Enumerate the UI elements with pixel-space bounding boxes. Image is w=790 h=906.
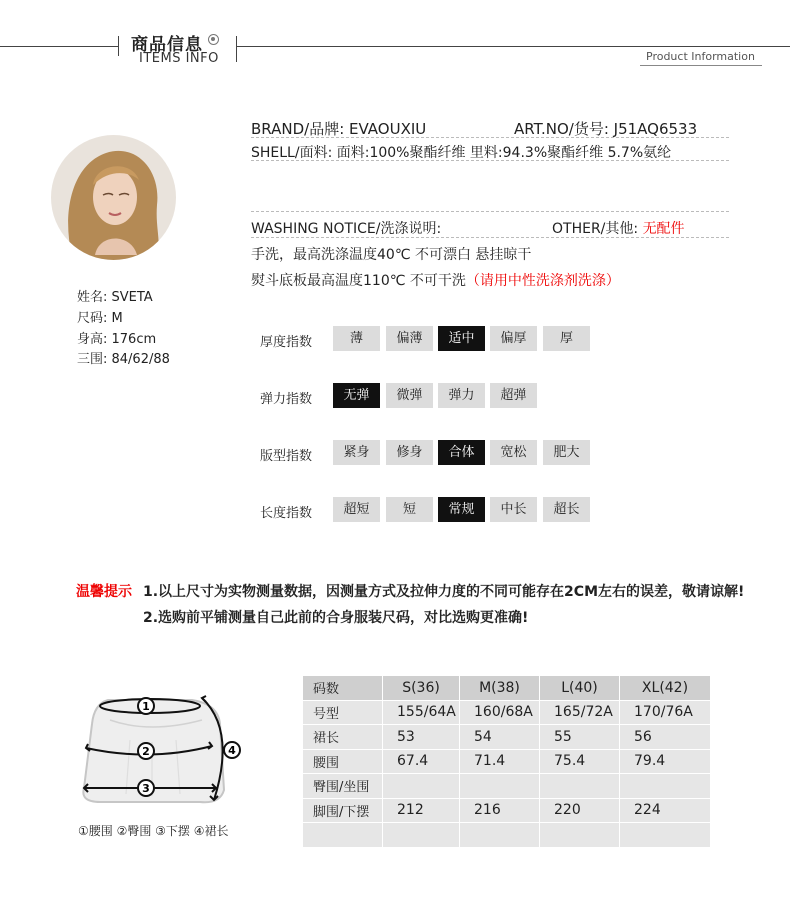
table-cell: 220 [540, 798, 620, 823]
svg-text:1: 1 [142, 700, 150, 713]
table-row [303, 725, 711, 750]
table-cell: 54 [460, 725, 540, 750]
index-option: 紧身 [333, 440, 380, 465]
table-cell [540, 823, 620, 848]
table-cell: 155/64A [383, 700, 460, 725]
row-label: 臀围/坐围 [303, 774, 383, 799]
table-cell: 56 [620, 725, 711, 750]
other-value: 无配件 [642, 221, 685, 237]
table-row [303, 798, 711, 823]
table-cell [460, 823, 540, 848]
brand-text: BRAND/品牌: EVAOUXIU [251, 120, 427, 138]
header-rule-left [0, 46, 118, 47]
wash-instruction-2-note: （请用中性洗涤剂洗涤） [465, 273, 620, 289]
divider [251, 137, 729, 138]
divider [251, 237, 729, 238]
index-label: 长度指数 [259, 506, 312, 521]
svg-text:4: 4 [228, 744, 236, 757]
table-cell: 212 [383, 798, 460, 823]
tips-label: 温馨提示 [76, 584, 132, 600]
index-option: 超长 [543, 497, 590, 522]
index-label: 厚度指数 [259, 335, 312, 350]
washing-notice-title: WASHING NOTICE/洗涤说明: [251, 221, 442, 237]
index-option: 微弹 [386, 383, 433, 408]
table-header-row [303, 676, 711, 701]
header-rule-right [236, 46, 790, 47]
table-cell: 216 [460, 798, 540, 823]
table-cell: 170/76A [620, 700, 711, 725]
marker-2 [138, 743, 154, 759]
index-option: 短 [386, 497, 433, 522]
section-subtitle: ITEMS INFO [139, 51, 219, 66]
table-cell: XL(42) [620, 676, 711, 701]
table-cell: 79.4 [620, 749, 711, 774]
index-option: 中长 [490, 497, 537, 522]
other-text [552, 218, 685, 238]
table-row [303, 700, 711, 725]
svg-text:3: 3 [142, 782, 150, 795]
row-label [303, 823, 383, 848]
header-bracket-right [236, 36, 237, 62]
table-row [303, 774, 711, 799]
table-cell: L(40) [540, 676, 620, 701]
diagram-legend: ①腰围 ②臀围 ③下摆 ④裙长 [78, 824, 229, 838]
model-measurements: 三围: 84/62/88 [77, 352, 170, 367]
index-option: 弹力 [438, 383, 485, 408]
table-cell: 55 [540, 725, 620, 750]
row-label: 腰围 [303, 749, 383, 774]
table-cell: 71.4 [460, 749, 540, 774]
wash-instruction-2-text: 熨斗底板最高温度110℃ 不可干洗 [251, 273, 466, 289]
index-option: 修身 [386, 440, 433, 465]
table-cell: S(36) [383, 676, 460, 701]
index-option: 适中 [438, 326, 485, 351]
table-cell: 67.4 [383, 749, 460, 774]
index-option: 无弹 [333, 383, 380, 408]
table-cell [383, 823, 460, 848]
index-option: 常规 [438, 497, 485, 522]
header-bracket-left [118, 36, 119, 56]
marker-3 [138, 780, 154, 796]
index-option: 超弹 [490, 383, 537, 408]
row-label: 脚围/下摆 [303, 798, 383, 823]
row-label: 号型 [303, 700, 383, 725]
model-name: 姓名: SVETA [77, 290, 153, 305]
model-avatar [51, 135, 176, 260]
table-cell: 53 [383, 725, 460, 750]
table-cell: 224 [620, 798, 711, 823]
tip-line-2: 2.选购前平铺测量自己此前的合身服装尺码，对比选购更准确! [143, 610, 529, 626]
index-option: 薄 [333, 326, 380, 351]
marker-4 [224, 742, 240, 758]
index-option: 合体 [438, 440, 485, 465]
index-label: 版型指数 [259, 449, 312, 464]
section-title: 商品信息 [131, 35, 203, 55]
tip-line-1: 1.以上尺寸为实物测量数据，因测量方式及拉伸力度的不同可能存在2CM左右的误差，敬请谅解! [143, 584, 745, 600]
wash-instruction-1: 手洗，最高洗涤温度40℃ 不可漂白 悬挂晾干 [251, 247, 532, 263]
row-label: 裙长 [303, 725, 383, 750]
table-cell [620, 774, 711, 799]
table-cell: M(38) [460, 676, 540, 701]
table-cell: 75.4 [540, 749, 620, 774]
other-label: OTHER/其他: [552, 221, 643, 237]
header-rule-bottom [640, 65, 762, 66]
index-option: 宽松 [490, 440, 537, 465]
section-english-title: Product Information [646, 50, 755, 63]
index-option: 肥大 [543, 440, 590, 465]
fabric-text: SHELL/面料: 面料:100%聚酯纤维 里料:94.3%聚酯纤维 5.7%氨纶 [251, 145, 672, 161]
table-cell [540, 774, 620, 799]
table-cell: 160/68A [460, 700, 540, 725]
bullet-icon [208, 34, 219, 45]
index-option: 超短 [333, 497, 380, 522]
index-option: 偏薄 [386, 326, 433, 351]
art-number-text: ART.NO/货号: J51AQ6533 [514, 120, 698, 138]
model-size: 尺码: M [77, 311, 123, 326]
table-cell [460, 774, 540, 799]
row-label: 码数 [303, 676, 383, 701]
table-cell [383, 774, 460, 799]
table-row [303, 823, 711, 848]
divider [251, 211, 729, 212]
table-row [303, 749, 711, 774]
model-height: 身高: 176cm [77, 332, 157, 347]
svg-text:2: 2 [142, 745, 150, 758]
index-option: 偏厚 [490, 326, 537, 351]
index-option: 厚 [543, 326, 590, 351]
skirt-measure-diagram [70, 690, 260, 815]
marker-1 [138, 698, 154, 714]
table-cell: 165/72A [540, 700, 620, 725]
index-label: 弹力指数 [259, 392, 312, 407]
wash-instruction-2 [251, 270, 620, 290]
size-table [302, 675, 711, 848]
divider [251, 160, 729, 161]
table-cell [620, 823, 711, 848]
